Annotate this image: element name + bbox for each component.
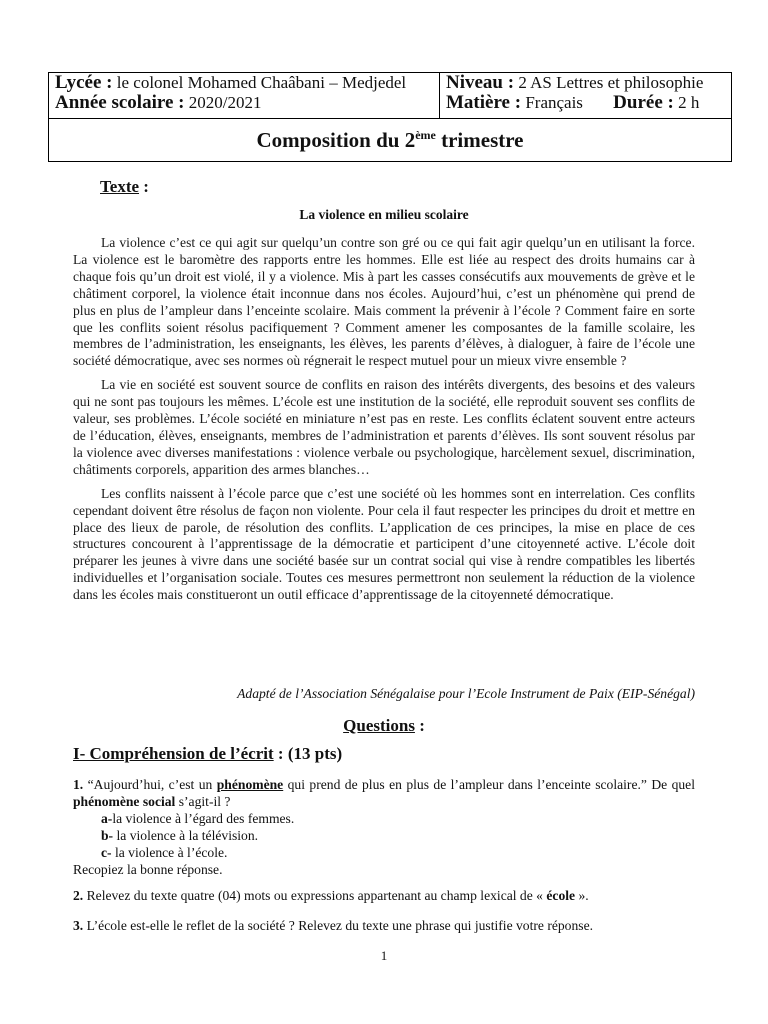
option-b: b- la violence à la télévision. [101, 827, 259, 843]
article-title: La violence en milieu scolaire [299, 207, 469, 222]
question-1: 1. “Aujourd’hui, c’est un phénomène qui prend de plus en plus de l’ampleur dans l’enceinte scolaire.” De quel phénomène social s’agit-il ? a-la violence à l’égard des femmes. b- la violence à la télévision. c- la violence à l’école. Recopiez la bonne réponse. [73, 777, 695, 877]
header-box [48, 72, 732, 162]
class-info-cell [440, 73, 732, 119]
option-c: c- la violence à l’école. [101, 844, 228, 860]
questions-heading: Questions : [343, 716, 425, 735]
option-a: a-la violence à l’égard des femmes. [101, 810, 295, 826]
niveau-label: Niveau : [446, 72, 515, 93]
paragraph-1: La violence c’est ce qui agit sur quelqu’un contre son gré ou ce qui fait agir quelqu’un en utilisant la force. La violence est le baromètre des rapports entre les hommes. Elle est liée au respect des droits humains car à chaque fois qu’un droit est violé, il y a violence. Mis à part les casses consécutifs aux mouvements de grève et le châtiment corporel, la violence était inconnue dans nos écoles. Aujourd’hui, c’est un phénomène qui prend de plus en plus de l’ampleur dans l’enceinte scolaire. Mais comment la prévenir à l’école ? Comment faire en sorte que les conflits soient résolus pacifiquement ? Comment amener les composantes de la famille scolaire, les membres de l’administration, les enseignants, les élèves, les parents d’élèves, à dialoguer, à faire de l’école une société démocratique, avec ses normes où régnerait le respect mutuel pour un mieux vivre ensemble ? [73, 235, 695, 369]
matiere-value: Français [525, 93, 583, 112]
section-heading: I- Compréhension de l’écrit : (13 pts) [73, 744, 343, 763]
texte-heading: Texte : [100, 177, 149, 196]
niveau-value: 2 AS Lettres et philosophie [518, 73, 704, 92]
source-citation: Adapté de l’Association Sénégalaise pour l’Ecole Instrument de Paix (EIP-Sénégal) [237, 686, 695, 701]
title-cell [49, 119, 732, 162]
annee-value: 2020/2021 [188, 93, 262, 112]
question-2: 2. Relevez du texte quatre (04) mots ou expressions appartenant au champ lexical de « école ». [73, 888, 589, 903]
duree-value: 2 h [678, 93, 700, 112]
lycee-label: Lycée : [55, 72, 113, 93]
annee-label: Année scolaire : [55, 92, 185, 113]
lycee-value: le colonel Mohamed Chaâbani – Medjedel [116, 73, 407, 92]
page-title: Composition du 2ème trimestre [256, 127, 524, 152]
matiere-label: Matière : [446, 92, 522, 113]
paragraph-3: Les conflits naissent à l’école parce que c’est une société où les hommes sont en interrelation. Ces conflits cependant doivent être résolus de façon non violente. Pour cela il faut respecter les principes du droit et mettre en place des lieux de parole, de résolution des conflits. L’application de ces principes, la mise en place de ces structures concourent à l’apprentissage de la démocratie et participent d’une citoyenneté active. L’école doit préparer les jeunes à vivre dans une société basée sur un contrat social qui vise à rendre compatibles les libertés individuelles et l’organisation sociale. Toutes ces mesures permettront non seulement la réduction de la violence dans les écoles mais constitueront un outil efficace d’apprentissage de la citoyenneté démocratique. [73, 485, 695, 603]
school-info-cell [49, 73, 440, 119]
question-1-instruction: Recopiez la bonne réponse. [73, 861, 223, 877]
article-body [73, 235, 695, 611]
page-number: 1 [380, 948, 388, 963]
duree-label: Durée : [613, 92, 674, 113]
question-3: 3. L’école est-elle le reflet de la société ? Relevez du texte une phrase qui justifie votre réponse. [73, 918, 594, 933]
paragraph-2: La vie en société est souvent source de conflits en raison des intérêts divergents, des besoins et des valeurs qui ne sont pas toujours les mêmes. L’école est une institution de la société, elle reproduit souvent ses conflits de valeur, ses problèmes. L’école société en miniature n’est pas en reste. Les conflits éclatent souvent entre acteurs de l’éducation, élèves, enseignants, membres de l’administration et parents d’élèves. Ils sont souvent résolus par la violence avec diverses manifestations : violence verbale ou psychologique, harcèlement sexuel, discrimination, châtiments corporels, apparition des armes blanches… [73, 377, 695, 477]
